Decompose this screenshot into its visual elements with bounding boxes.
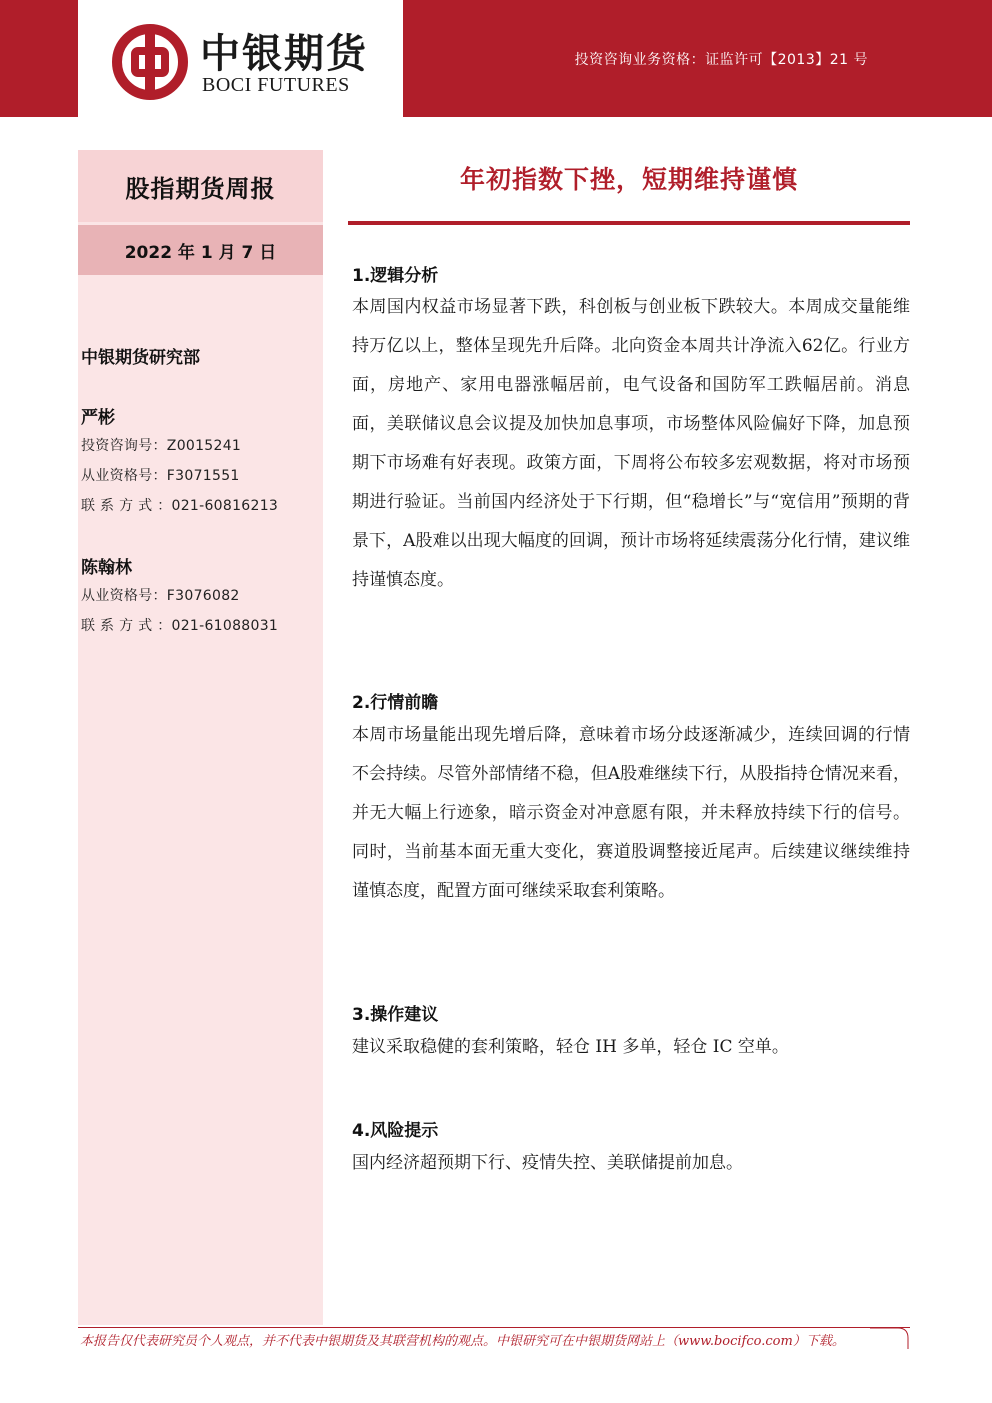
sidebar	[78, 150, 323, 1325]
analyst-info-line: 从业资格号：F3071551	[81, 468, 240, 484]
license-text: 投资咨询业务资格：证监许可【2013】21 号	[574, 52, 868, 68]
analyst-name: 陈翰林	[81, 558, 132, 578]
section-body: 国内经济超预期下行、疫情失控、美联储提前加息。	[352, 1153, 743, 1173]
report-type: 股指期货周报	[78, 150, 323, 222]
section-heading: 2.行情前瞻	[352, 693, 439, 713]
analyst-info-line: 投资咨询号：Z0015241	[81, 438, 242, 454]
analyst-info-line: 从业资格号：F3076082	[81, 588, 240, 604]
brand-name-en: BOCI FUTURES	[202, 74, 350, 96]
header-band	[403, 0, 992, 117]
footer-divider	[78, 1327, 910, 1328]
section-body: 本周国内权益市场显著下跌，科创板与创业板下跌较大。本周成交量能维持万亿以上，整体呈现先升后降。北向资金本周共计净流入62亿。行业方面，房地产、家用电器涨幅居前，电气设备和国防军工跌幅居前。消息面，美联储议息会议提及加快加息事项，市场整体风险偏好下降，加息预期下市场难有好表现。政策方面，下周将公布较多宏观数据，将对市场预期进行验证。当前国内经济处于下行期，但“稳增长”与“宽信用”预期的背景下，A股难以出现大幅度的回调，预计市场将延续震荡分化行情，建议维持谨慎态度。	[352, 297, 910, 590]
section-heading: 3.操作建议	[352, 1005, 439, 1025]
department-name: 中银期货研究部	[81, 348, 200, 368]
section-heading: 1.逻辑分析	[352, 266, 439, 286]
report-title: 年初指数下挫，短期维持谨慎	[459, 165, 798, 194]
boc-logo-icon	[112, 24, 188, 100]
section-heading: 4.风险提示	[352, 1121, 439, 1141]
disclaimer: 本报告仅代表研究员个人观点，并不代表中银期货及其联营机构的观点。中银研究可在中银期货网站上（www.bocifco.com）下载。	[80, 1334, 845, 1349]
title-divider	[348, 221, 910, 225]
report-date: 2022 年 1 月 7 日	[78, 225, 323, 275]
header-band-left	[0, 0, 78, 117]
analyst-info-line: 联 系 方 式 ：021-61088031	[81, 618, 279, 634]
section-body: 建议采取稳健的套利策略，轻仓 IH 多单，轻仓 IC 空单。	[352, 1037, 789, 1057]
brand-name-cn: 中银期货	[200, 30, 368, 77]
analyst-name: 严彬	[81, 408, 115, 428]
section-body: 本周市场量能出现先增后降，意味着市场分歧逐渐减少，连续回调的行情不会持续。尽管外部情绪不稳，但A股难继续下行，从股指持仓情况来看，并无大幅上行迹象，暗示资金对冲意愿有限，并未释放持续下行的信号。同时，当前基本面无重大变化，赛道股调整接近尾声。后续建议继续维持谨慎态度，配置方面可继续采取套利策略。	[352, 725, 910, 901]
analyst-info-line: 联 系 方 式 ：021-60816213	[81, 498, 279, 514]
company-logo	[112, 22, 412, 102]
